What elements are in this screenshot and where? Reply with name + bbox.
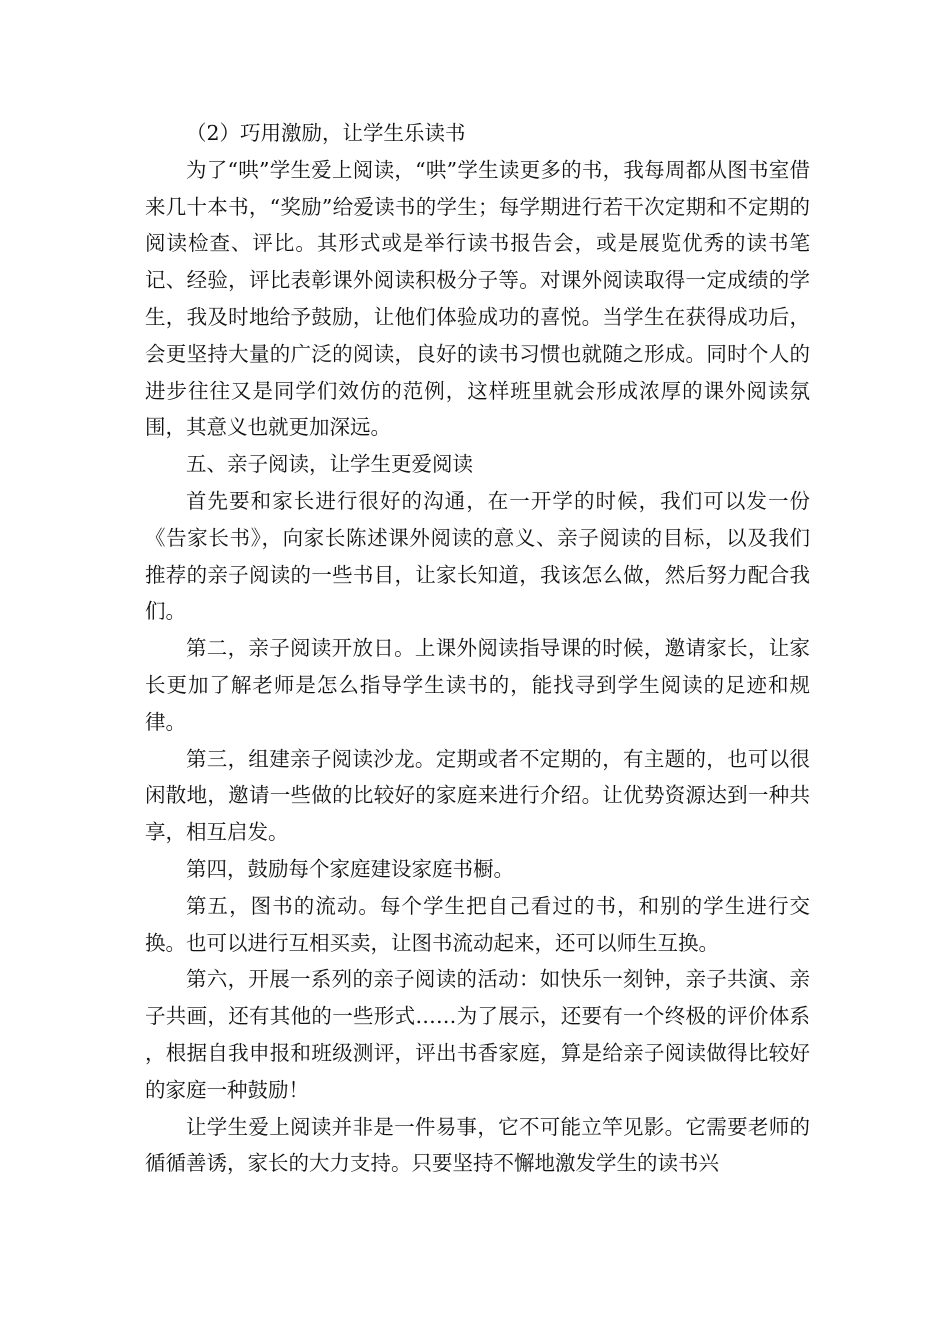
- paragraph-second: 第二，亲子阅读开放日。上课外阅读指导课的时候，邀请家长，让家长更加了解老师是怎么指导学生读书的，能找寻到学生阅读的足迹和规律。: [145, 636, 810, 734]
- paragraph-conclusion: 让学生爱上阅读并非是一件易事，它不可能立竿见影。它需要老师的循循善诱，家长的大力支持。只要坚持不懈地激发学生的读书兴: [145, 1114, 810, 1176]
- section-heading-parent-reading: 五、亲子阅读，让学生更爱阅读: [186, 452, 473, 477]
- document-page: [145, 115, 810, 1182]
- paragraph-fifth: 第五，图书的流动。每个学生把自己看过的书，和别的学生进行交换。也可以进行互相买卖，让图书流动起来，还可以师生互换。: [145, 893, 810, 955]
- paragraph-first: 首先要和家长进行很好的沟通，在一开学的时候，我们可以发一份《告家长书》，向家长陈述课外阅读的意义、亲子阅读的目标，以及我们推荐的亲子阅读的一些书目，让家长知道，我该怎么做，然后努力配合我们。: [145, 488, 810, 624]
- paragraph-third: 第三，组建亲子阅读沙龙。定期或者不定期的，有主题的，也可以很闲散地，邀请一些做的比较好的家庭来进行介绍。让优势资源达到一种共享，相互启发。: [145, 746, 810, 845]
- section-heading-encourage: （2）巧用激励，让学生乐读书: [186, 121, 466, 145]
- paragraph-sixth: 第六，开展一系列的亲子阅读的活动：如快乐一刻钟，亲子共演、亲子共画，还有其他的一些形式……为了展示，还要有一个终极的评价体系 ，根据自我申报和班级测评，评出书香家庭，算是给亲子阅读做得比较好的家庭一种鼓励！: [145, 967, 810, 1102]
- paragraph-fourth: 第四，鼓励每个家庭建设家庭书橱。: [186, 856, 514, 881]
- paragraph-encourage: 为了“哄”学生爱上阅读，“哄”学生读更多的书，我每周都从图书室借来几十本书，“奖励”给爱读书的学生；每学期进行若干次定期和不定期的阅读检查、评比。其形式或是举行读书报告会，或是展览优秀的读书笔记、经验，评比表彰课外阅读积极分子等。对课外阅读取得一定成绩的学生，我及时地给予鼓励，让他们体验成功的喜悦。当学生在获得成功后，会更坚持大量的广泛的阅读，良好的读书习惯也就随之形成。同时个人的进步往往又是同学们效仿的范例，这样班里就会形成浓厚的课外阅读氛围，其意义也就更加深远。: [145, 157, 810, 440]
